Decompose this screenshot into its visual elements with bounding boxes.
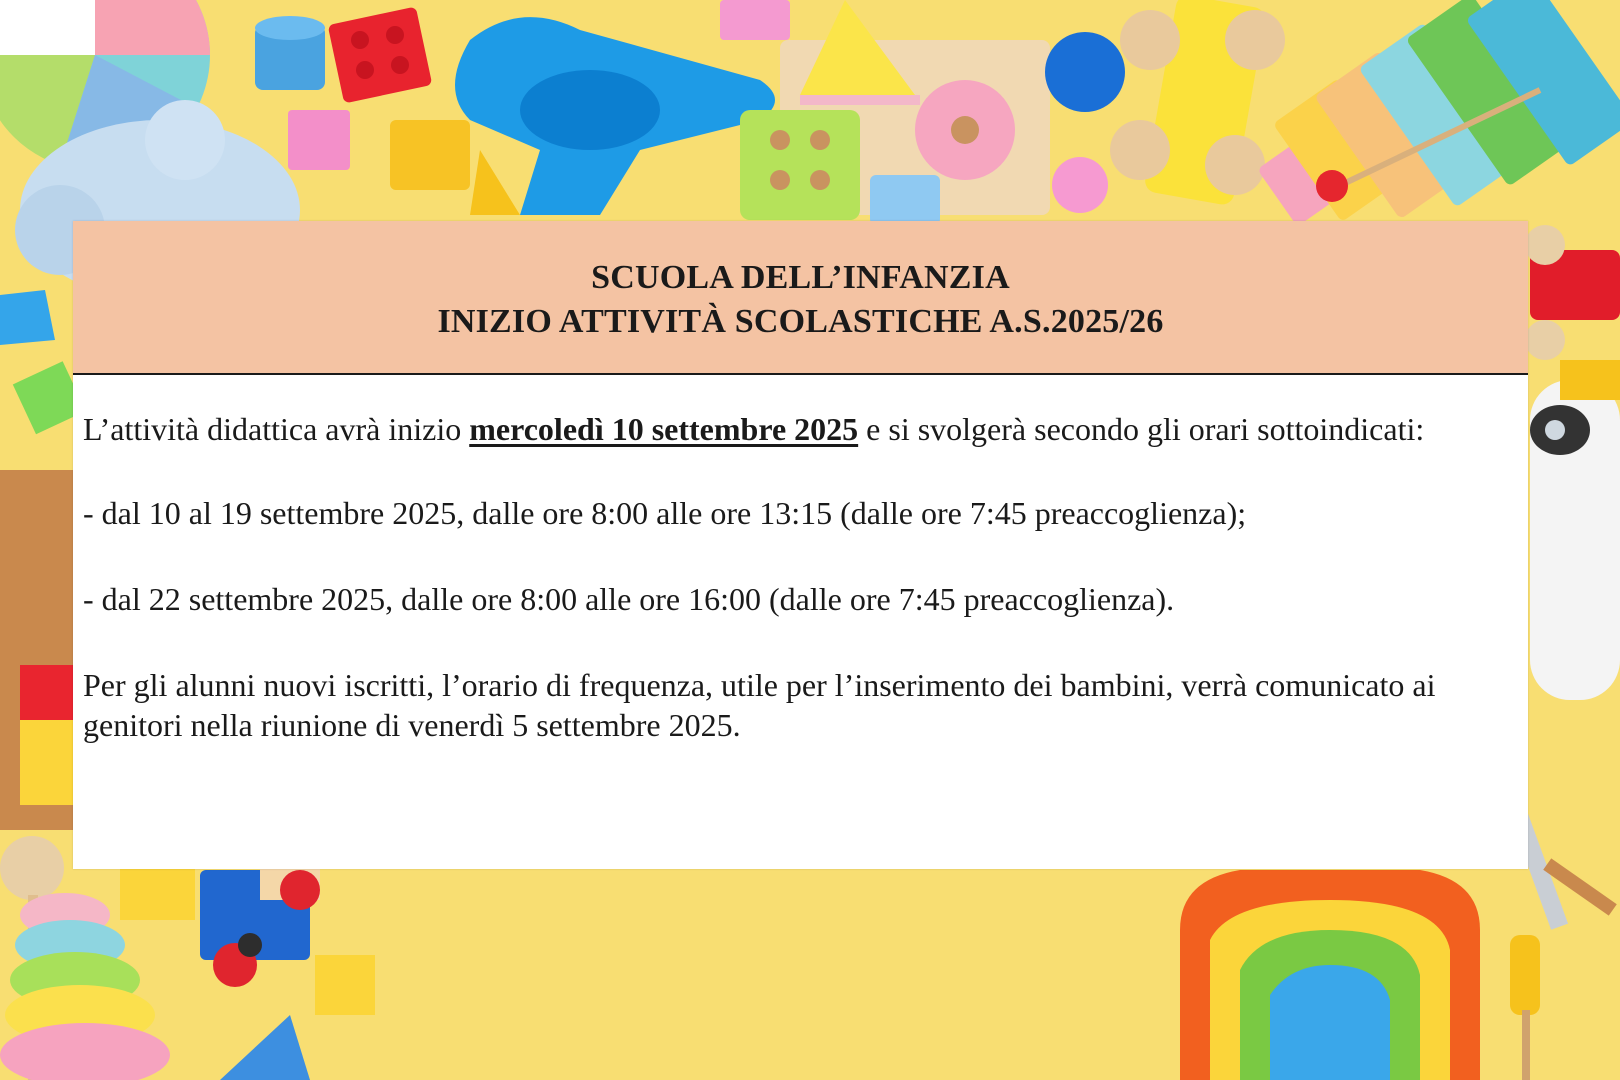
- schedule-item-1: - dal 10 al 19 settembre 2025, dalle ore 8:00 alle ore 13:15 (dalle ore 7:45 preaccoglienza);: [83, 495, 1247, 531]
- toy-train-icon: [120, 860, 320, 987]
- intro-text-after: e si svolgerà secondo gli orari sottoindicati:: [858, 411, 1425, 447]
- triangle-block-icon: [220, 1015, 310, 1080]
- rainbow-stacker-icon: [1180, 870, 1480, 1080]
- yellow-cube-icon: [315, 955, 375, 1015]
- robot-icon: [1530, 380, 1620, 700]
- new-pupils-paragraph: Per gli alunni nuovi iscritti, l’orario di frequenza, utile per l’inserimento dei bambini, verrà comunicato ai genitori nella riunione di venerdì 5 settembre 2025.: [83, 667, 1436, 743]
- toy-airplane-icon: [455, 17, 775, 215]
- notice-title-line1: SCUOLA DELL’INFANZIA: [591, 259, 1010, 296]
- red-truck-icon: [1525, 225, 1620, 400]
- blue-ball-icon: [1045, 32, 1125, 112]
- intro-paragraph: [83, 409, 1518, 449]
- notice-header: [73, 221, 1528, 375]
- start-date: mercoledì 10 settembre 2025: [469, 411, 859, 447]
- schedule-item-2: - dal 22 settembre 2025, dalle ore 8:00 alle ore 16:00 (dalle ore 7:45 preaccoglienza).: [83, 581, 1175, 617]
- notice-title-line2: INIZIO ATTIVITÀ SCOLASTICHE A.S.2025/26: [437, 303, 1164, 340]
- wooden-car-icon: [1110, 0, 1285, 206]
- blue-cylinder-icon: [255, 16, 325, 90]
- yellow-lego-icon: [390, 120, 470, 190]
- intro-text-before: L’attività didattica avrà inizio: [83, 411, 470, 447]
- red-block-icon: [328, 7, 433, 104]
- xylophone-icon: [1257, 0, 1620, 227]
- notice-panel: [73, 221, 1528, 869]
- notice-body: [73, 375, 1528, 745]
